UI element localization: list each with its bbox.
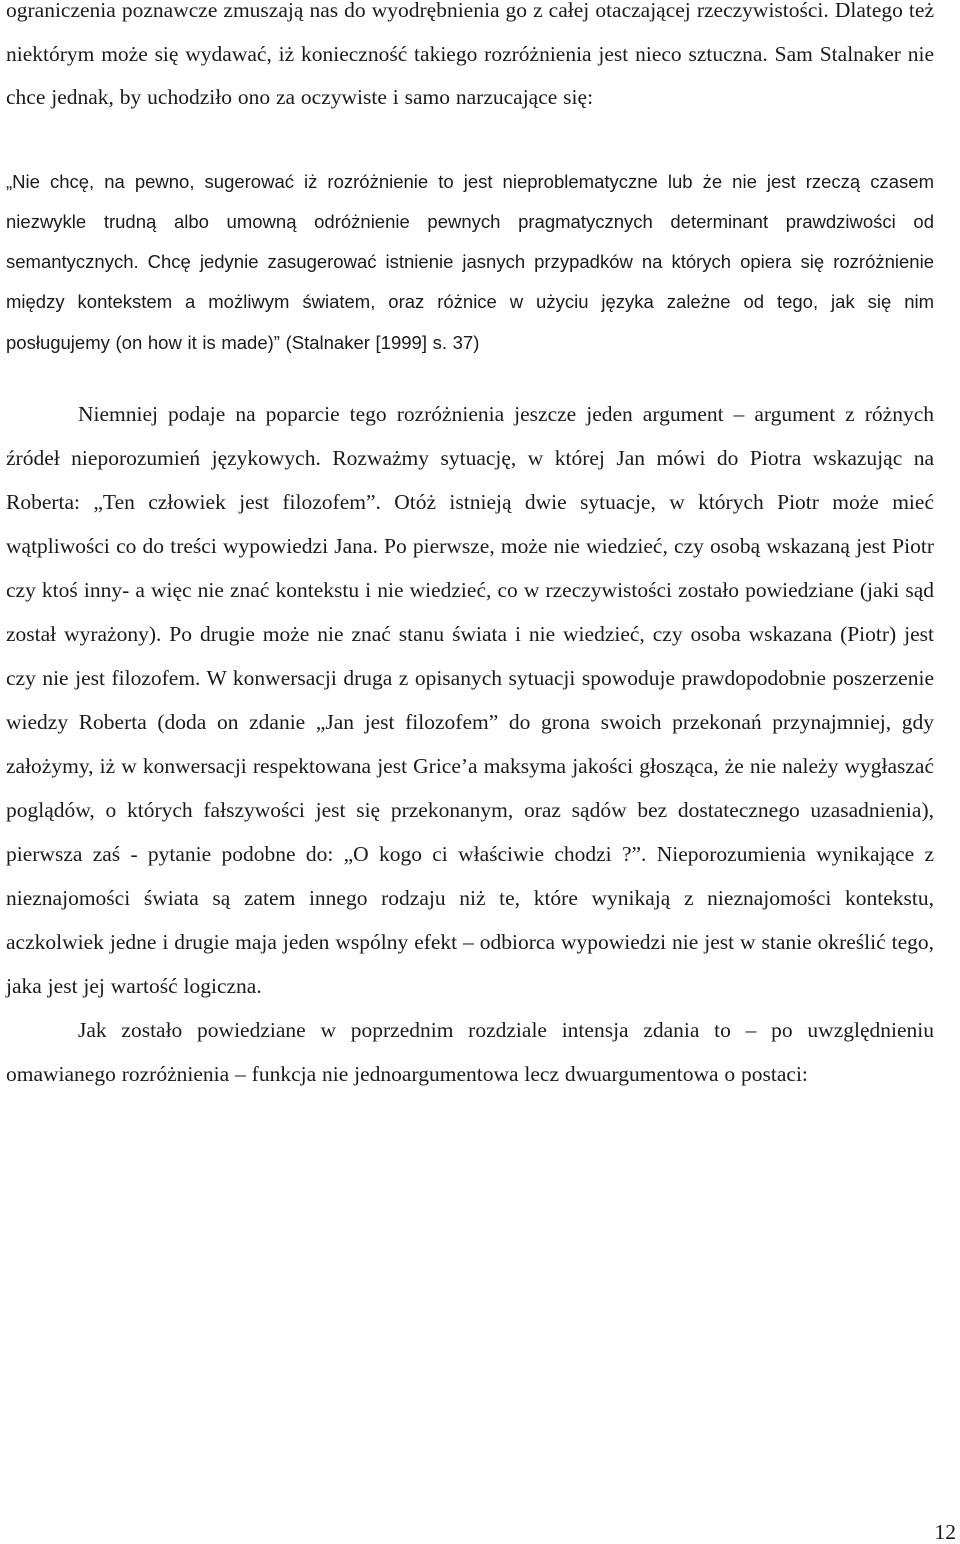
paragraph-intro: ograniczenia poznawcze zmuszają nas do wyodrębnienia go z całej otaczającej rzeczywistości. Dlatego też niektórym może się wydawać, iż konieczność takiego rozróżnienia jest nieco sztuczna. Sam Stalnaker nie chce jednak, by uchodziło ono za oczywiste i samo narzucające się:: [6, 0, 934, 110]
paragraph-intension: Jak zostało powiedziane w poprzednim rozdziale intensja zdania to – po uwzględnieniu omawianego rozróżnienia – funkcja nie jednoargumentowa lecz dwuargumentowa o postaci:: [6, 1017, 934, 1086]
paragraph-misunderstandings: Niemniej podaje na poparcie tego rozróżnienia jeszcze jeden argument – argument z różnych źródeł nieporozumień językowych. Rozważmy sytuację, w której Jan mówi do Piotra wskazując na Roberta: „Ten człowiek jest filozofem”. Otóż istnieją dwie sytuacje, w których Piotr może mieć wątpliwości co do treści wypowiedzi Jana. Po pierwsze, może nie wiedzieć, czy osobą wskazaną jest Piotr czy ktoś inny- a więc nie znać kontekstu i nie wiedzieć, co w rzeczywistości zostało powiedziane (jaki sąd został wyrażony). Po drugie może nie znać stanu świata i nie wiedzieć, czy osoba wskazana (Piotr) jest czy nie jest filozofem. W konwersacji druga z opisanych sytuacji spowoduje prawdopodobnie poszerzenie wiedzy Roberta (doda on zdanie „Jan jest filozofem” do grona swoich przekonań przynajmniej, gdy założymy, iż w konwersacji respektowana jest Grice’a maksyma jakości głosząca, że nie należy wygłaszać poglądów, o których fałszywości jest się przekonanym, oraz sądów bez dostatecznego uzasadnienia), pierwsza zaś - pytanie podobne do: „O kogo ci właściwie chodzi ?”. Nieporozumienia wynikające z nieznajomości świata są zatem innego rodzaju niż te, które wynikają z nieznajomości kontekstu, aczkolwiek jedne i drugie maja jeden wspólny efekt – odbiorca wypowiedzi nie jest w stanie określić tego, jaka jest jej wartość logiczna.: [6, 401, 934, 998]
block-quote-stalnaker: „Nie chcę, na pewno, sugerować iż rozróżnienie to jest nieproblematyczne lub że nie jest rzeczą czasem niezwykle trudną albo umowną odróżnienie pewnych pragmatycznych determinant prawdziwości od semantycznych. Chcę jedynie zasugerować istnienie jasnych przypadków na których opiera się rozróżnienie między kontekstem a możliwym światem, oraz różnice w użyciu języka zależne od tego, jak się nim posługujemy (on how it is made)” (Stalnaker [1999] s. 37): [6, 170, 934, 353]
page-number: 12: [934, 1520, 956, 1544]
document-page: [6, 0, 934, 1096]
